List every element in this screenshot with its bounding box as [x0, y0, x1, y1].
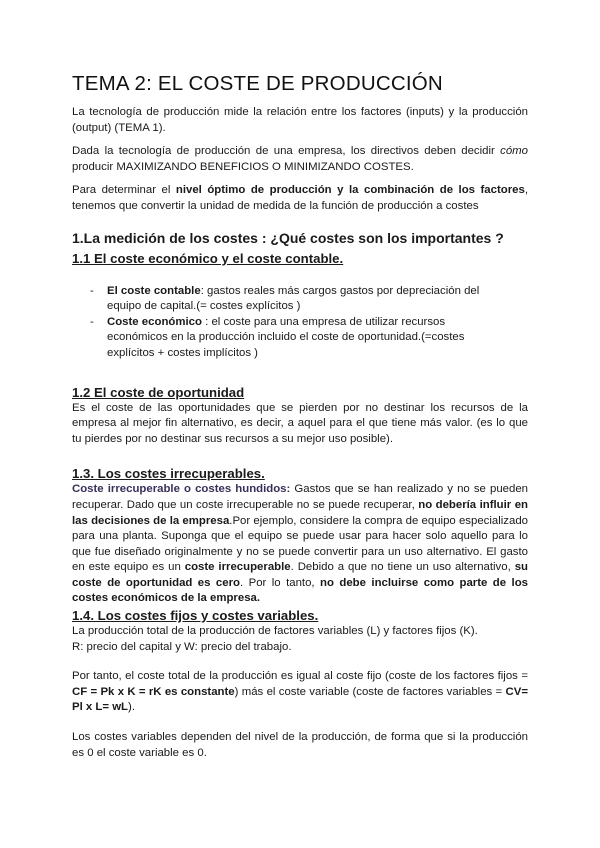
- cost-types-list: [72, 284, 528, 362]
- section-1-3-heading: 1.3. Los costes irrecuperables.: [72, 466, 265, 482]
- section-1-2-heading: 1.2 El coste de oportunidad: [72, 384, 245, 400]
- opportunity-cost-paragraph: Es el coste de las oportunidades que se pierden por no destinar los recursos de la empresa al mejor fin alternativo, es decir, a aquel para el que tiene más valor. (es lo que tu pierdes por no destinar sus recursos a su mejor uso posible).: [72, 401, 528, 445]
- section-1-4-heading: 1.4. Los costes fijos y costes variables.: [72, 608, 319, 624]
- list-item: - Coste económico : el coste para una empresa de utilizar recursos económicos en la producción incluido el coste de oportunidad.(=costes explícitos + costes implícitos ): [90, 315, 465, 359]
- list-item: - El coste contable: gastos reales más cargos gastos por depreciación del equipo de capital.(= costes explícitos ): [90, 284, 480, 313]
- page-title: TEMA 2: EL COSTE DE PRODUCCIÓN: [72, 72, 443, 95]
- intro-paragraph-2: Dada la tecnología de producción de una empresa, los directivos deben decidir cómo producir MAXIMIZANDO BENEFICIOS O MINIMIZANDO COSTES.: [72, 145, 528, 173]
- sunk-costs-paragraph: Coste irrecuperable o costes hundidos: Gastos que se han realizado y no se pueden recuperar. Dado que un coste irrecuperable no se puede recuperar, no debería influir en las decisiones de la empresa.Por ejemplo, considere la compra de equipo especializado para una planta. Suponga que el equipo se puede usar para hacer solo aquello para lo que fue diseñado originalmente y no se puede convertir para un uso alternativo. El gasto en este equipo es un coste irrecuperable. Debido a que no tiene un uso alternativo, su coste de oportunidad es cero. Por lo tanto, no debe incluirse como parte de los costes económicos de la empresa.: [72, 483, 528, 605]
- total-cost-paragraph: Por tanto, el coste total de la producción es igual al coste fijo (coste de los factores fijos = CF = Pk x K = rK es constante) más el coste variable (coste de factores variables = CV= Pl x L= wL).: [72, 670, 528, 714]
- document-page: [72, 72, 528, 761]
- intro-paragraph-3: Para determinar el nivel óptimo de producción y la combinación de los factores, tenemos que convertir la unidad de medida de la función de producción a costes: [72, 184, 528, 212]
- fixed-variable-paragraph-2: R: precio del capital y W: precio del trabajo.: [72, 640, 292, 653]
- fixed-variable-paragraph-1: La producción total de la producción de factores variables (L) y factores fijos (K).: [72, 625, 478, 638]
- section-1-heading: 1.La medición de los costes : ¿Qué costes son los importantes ?: [72, 229, 504, 246]
- intro-paragraph-1: La tecnología de producción mide la relación entre los factores (inputs) y la producción (output) (TEMA 1).: [72, 106, 528, 134]
- variable-cost-paragraph: Los costes variables dependen del nivel de la producción, de forma que si la producción es 0 el coste variable es 0.: [72, 731, 528, 759]
- section-1-1-heading: 1.1 El coste económico y el coste contable.: [72, 250, 344, 266]
